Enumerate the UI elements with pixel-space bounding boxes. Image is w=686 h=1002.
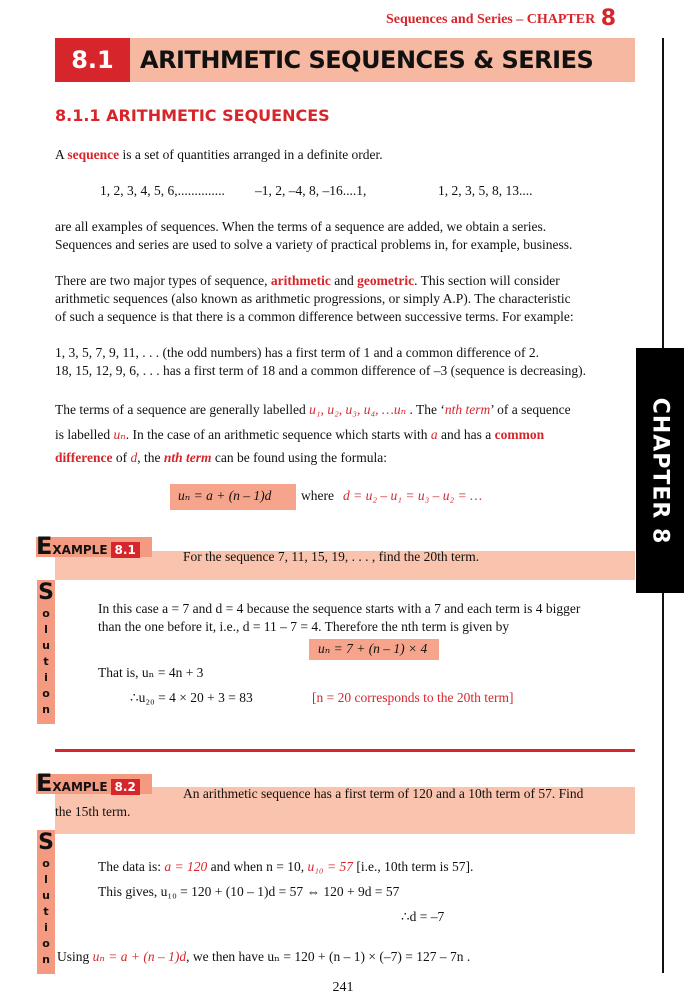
example-8-2-question-line1: An arithmetic sequence has a first term of 120 and a 10th term of 57. Find — [183, 786, 584, 801]
example-8-2-question-line2: the 15th term. — [55, 804, 131, 819]
section-number: 8.1 — [55, 38, 130, 82]
nth-term-formula: uₙ = a + (n – 1)d — [178, 488, 272, 503]
para5-line3: difference of d, the nth term can be found using the formula: — [55, 450, 387, 465]
page-number: 241 — [332, 980, 354, 995]
example-separator — [55, 749, 635, 752]
para4-line1: 1, 3, 5, 7, 9, 11, . . . (the odd numbers) has a first term of 1 and a common difference of 2. — [55, 345, 540, 360]
para2-line2: Sequences and series are used to solve a variety of practical problems in, for example, business. — [55, 237, 573, 252]
term-geometric: geometric — [357, 273, 415, 288]
example-8-2-label: EXAMPLE 8.2 — [36, 769, 140, 797]
para3-line3: of such a sequence is that there is a common difference between successive terms. For example: — [55, 309, 574, 324]
subsection-heading: 8.1.1 ARITHMETIC SEQUENCES — [55, 106, 330, 125]
para3-line2: arithmetic sequences (also known as arithmetic progressions, or simply A.P). The characteristic — [55, 291, 571, 306]
example-seq-3: 1, 2, 3, 5, 8, 13.... — [438, 183, 533, 198]
para3-line1: There are two major types of sequence, arithmetic and geometric. This section will consider — [55, 273, 560, 288]
para4-line2: 18, 15, 12, 9, 6, . . . has a first term of 18 and a common difference of –3 (sequence is decreasing). — [55, 363, 586, 378]
solution-1-line5: ∴u₂₀ = 4 × 20 + 3 = 83 — [130, 690, 253, 705]
running-header — [386, 4, 616, 29]
para2-line1: are all examples of sequences. When the terms of a sequence are added, we obtain a series. — [55, 219, 547, 234]
common-difference-formula: d = u₂ – u₁ = u₃ – u₂ = … — [343, 488, 483, 503]
formula-where: where — [301, 488, 334, 503]
solution-1-note: [n = 20 corresponds to the 20th term] — [312, 690, 514, 705]
term-sequence: sequence — [67, 147, 120, 162]
para5-line1: The terms of a sequence are generally labelled u₁, u₂, u₃, u₄, …uₙ . The ‘nth term’ of a sequence — [55, 402, 571, 417]
term-arithmetic: arithmetic — [270, 273, 331, 288]
solution-2-line4: Using uₙ = a + (n – 1)d, we then have uₙ = 120 + (n – 1) × (–7) = 127 – 7n . — [57, 949, 471, 964]
solution-1-line2: than the one before it, i.e., d = 11 – 7 = 4. Therefore the nth term is given by — [98, 619, 510, 634]
solution-1-line4: That is, uₙ = 4n + 3 — [98, 665, 204, 680]
chapter-side-tab-label: CHAPTER 8 — [647, 397, 673, 544]
definition-paragraph: A sequence is a set of quantities arranged in a definite order. — [55, 147, 383, 162]
solution-2-line1: The data is: a = 120 and when n = 10, u₁₀ = 57 [i.e., 10th term is 57]. — [98, 859, 474, 874]
chapter-side-tab — [636, 348, 684, 593]
solution-2-line2: This gives, u₁₀ = 120 + (10 – 1)d = 57 ⇔ 120 + 9d = 57 — [98, 884, 400, 899]
example-seq-2: –1, 2, –4, 8, –16....1, — [255, 183, 367, 198]
running-title: Sequences and Series – CHAPTER — [385, 12, 596, 27]
nth-term-formula-box — [170, 484, 296, 510]
solution-1-line1: In this case a = 7 and d = 4 because the sequence starts with a 7 and each term is 4 bigger — [98, 601, 581, 616]
solution-label-1: S o l u t i o n — [37, 580, 55, 724]
example-8-1-question: For the sequence 7, 11, 15, 19, . . . , find the 20th term. — [183, 549, 480, 564]
chapter-number: 8 — [600, 6, 616, 31]
para5-line2: is labelled uₙ. In the case of an arithmetic sequence which starts with a and has a common — [55, 427, 545, 442]
section-title: ARITHMETIC SEQUENCES & SERIES — [140, 46, 594, 74]
example-seq-1: 1, 2, 3, 4, 5, 6,.............. — [100, 183, 225, 198]
solution-2-line3: ∴d = –7 — [401, 909, 445, 924]
solution-1-formula: uₙ = 7 + (n – 1) × 4 — [318, 641, 428, 656]
solution-label-2: S o l u t i o n — [37, 830, 55, 974]
example-8-1-label: EXAMPLE 8.1 — [36, 532, 140, 560]
